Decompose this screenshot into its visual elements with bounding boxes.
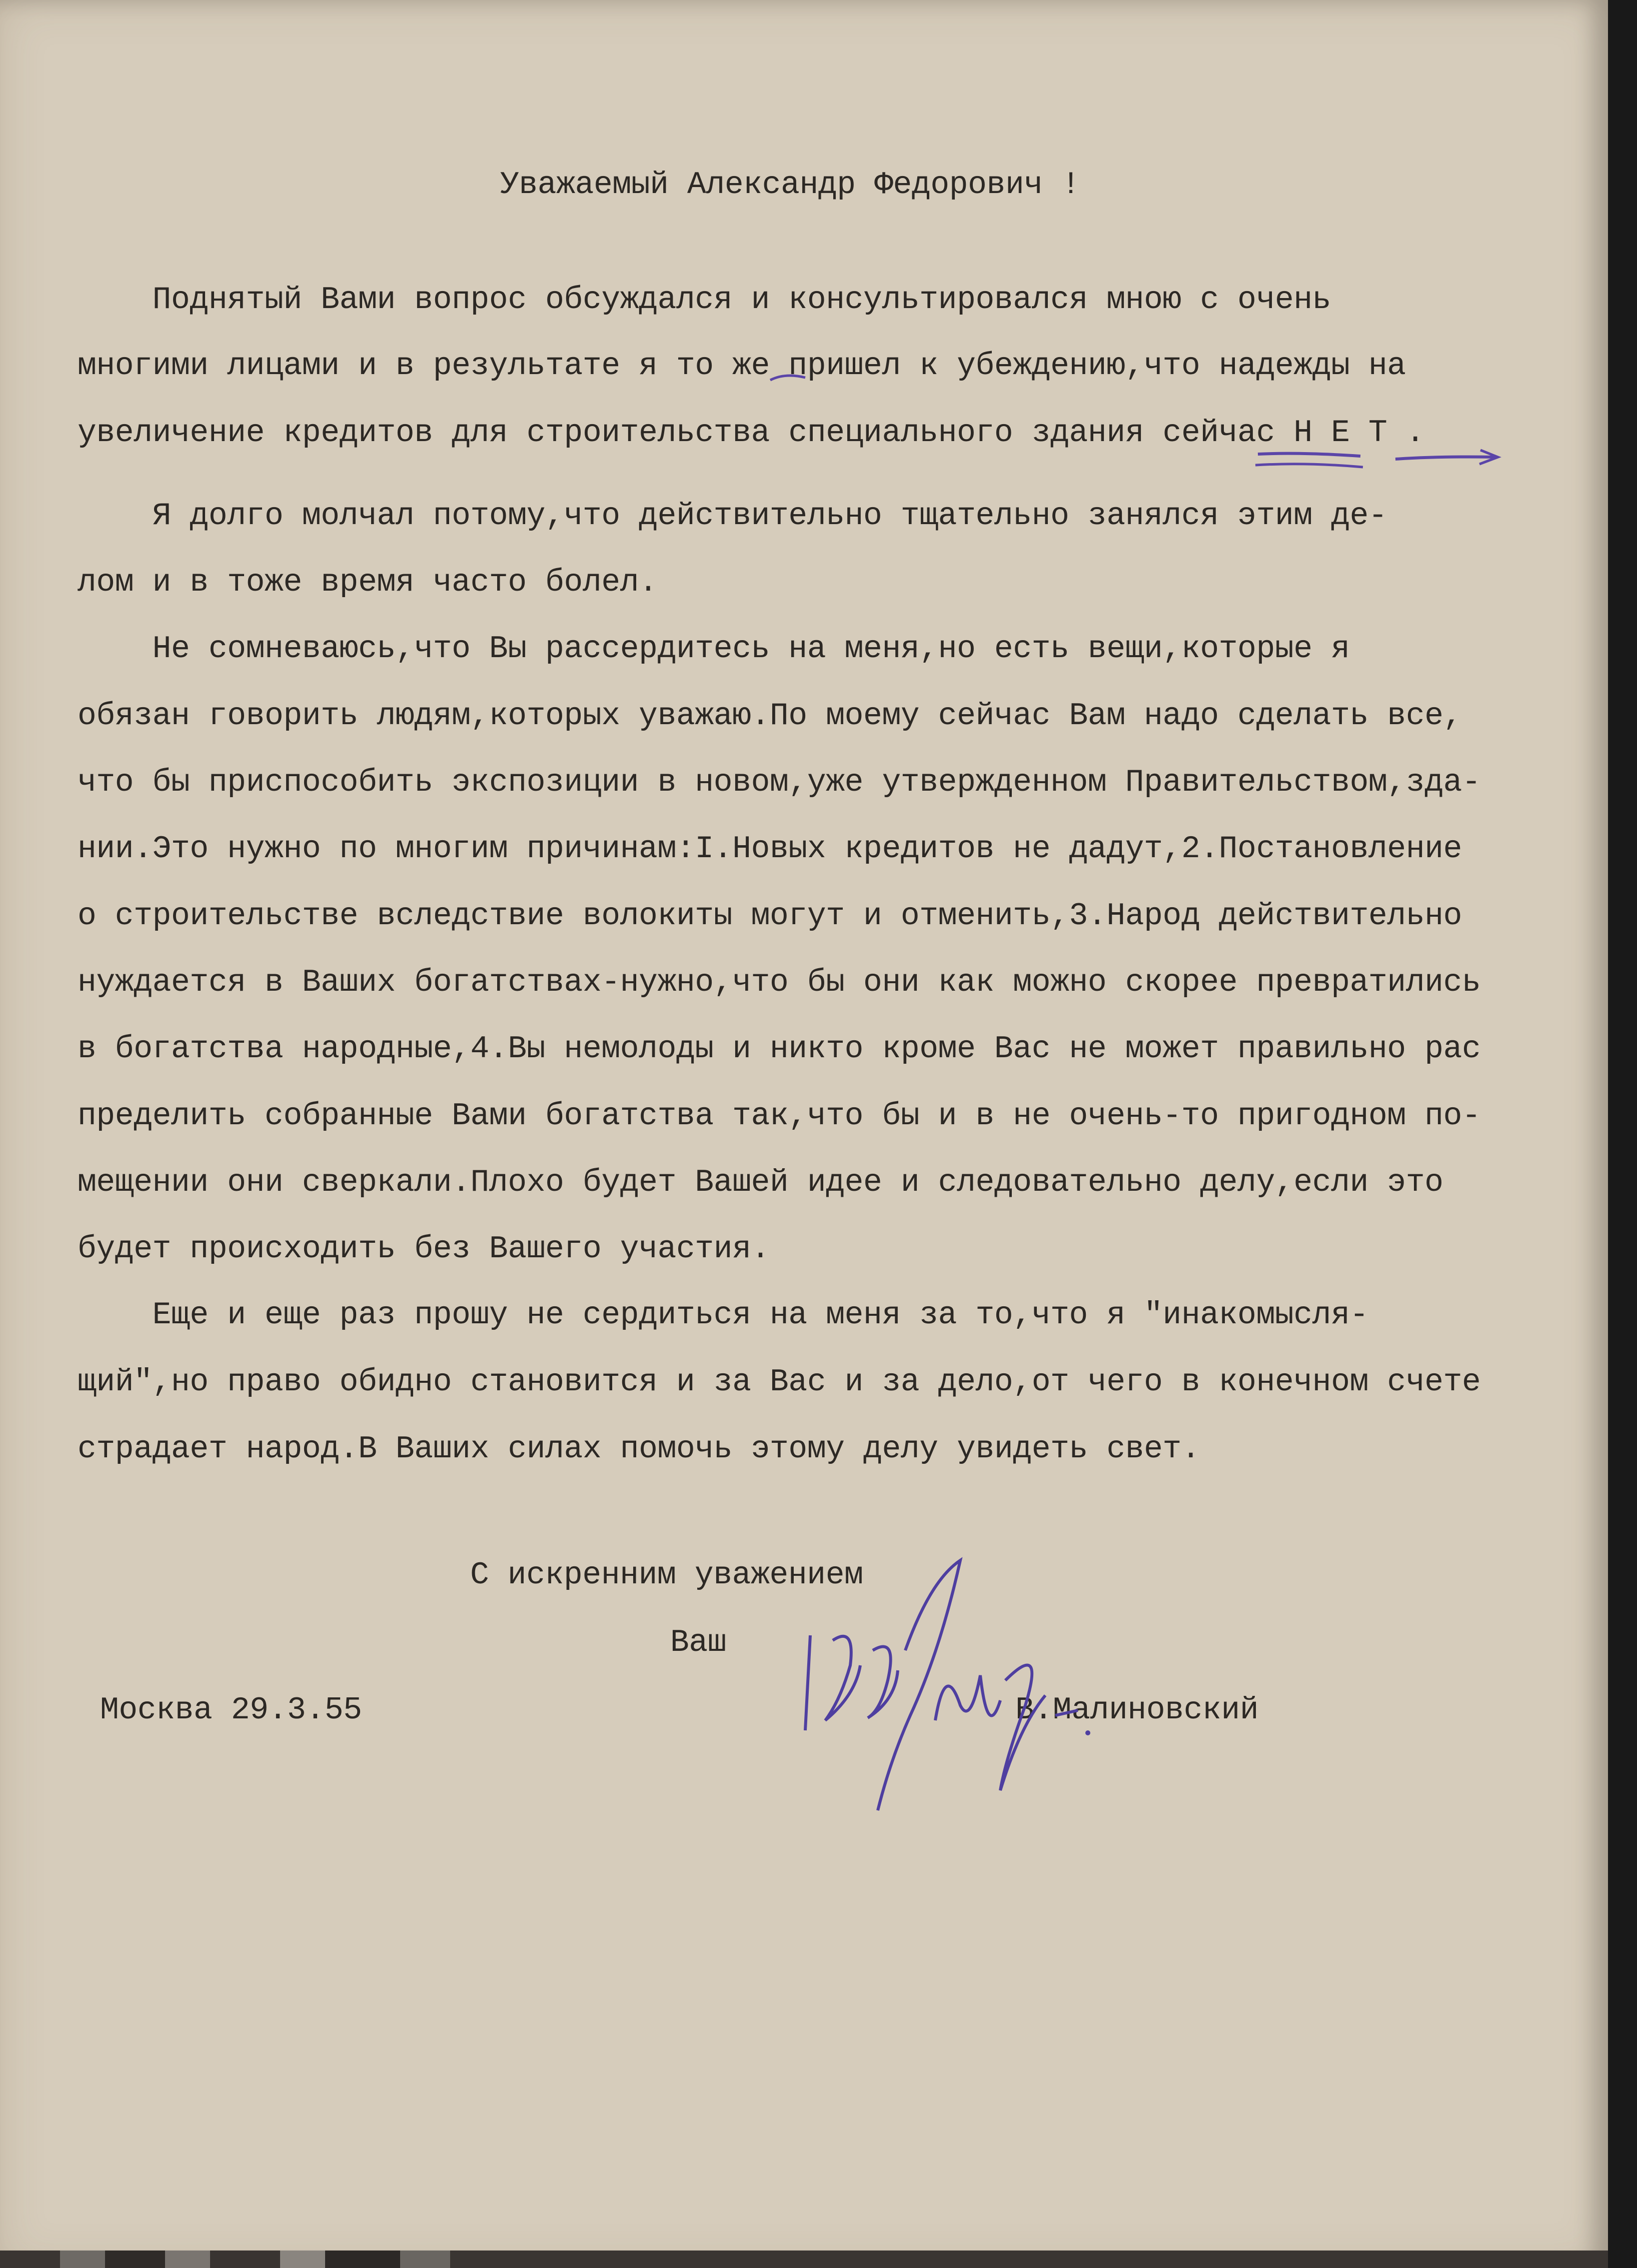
body-line: нуждается в Ваших богатствах-нужно,что бы они как можно скорее превратились	[78, 965, 1481, 1000]
closing-yours: Ваш	[670, 1625, 727, 1660]
author-name: В.Малиновский	[1015, 1692, 1259, 1728]
body-line: о строительстве вследствие волокиты могут и отменить,3.Народ действительно	[78, 898, 1462, 934]
body-line: Еще и еще раз прошу не сердиться на меня за то,что я "инакомысля-	[78, 1297, 1369, 1333]
body-line: будет происходить без Вашего участия.	[78, 1231, 770, 1267]
body-line: мещении они сверкали.Плохо будет Вашей идее и следовательно делу,если это	[78, 1165, 1443, 1200]
underline-net	[1395, 457, 1495, 460]
scan-color-bar	[0, 2250, 1608, 2268]
handwritten-signature	[785, 1550, 1135, 1860]
body-line: Я долго молчал потому,что действительно тщательно занялся этим де-	[78, 498, 1387, 534]
body-line: многими лицами и в результате я то же пришел к убеждению,что надежды на	[78, 348, 1406, 384]
underline-net-arrow	[1479, 450, 1498, 464]
body-line: щий",но право обидно становится и за Вас и за дело,от чего в конечном счете	[78, 1364, 1481, 1400]
body-line: Поднятый Вами вопрос обсуждался и консультировался мною с очень	[78, 282, 1331, 318]
body-line: страдает народ.В Ваших силах помочь этому делу увидеть свет.	[78, 1431, 1200, 1467]
scan-border-right	[1608, 0, 1637, 2268]
salutation: Уважаемый Александр Федорович !	[500, 167, 1080, 203]
body-line: пределить собранные Вами богатства так,что бы и в не очень-то пригодном по-	[78, 1098, 1481, 1134]
closing-line: С искренним уважением	[470, 1557, 863, 1593]
body-line: что бы приспособить экспозиции в новом,уже утвержденном Правительством,зда-	[78, 765, 1481, 800]
body-line: увеличение кредитов для строительства специального здания сейчас Н Е Т .	[78, 415, 1425, 451]
body-line: Не сомневаюсь,что Вы рассердитесь на меня,но есть вещи,которые я	[78, 631, 1350, 667]
underline-now	[1258, 454, 1360, 456]
body-line: в богатства народные,4.Вы немолоды и никто кроме Вас не может правильно рас	[78, 1031, 1481, 1067]
place-date: Москва 29.3.55	[100, 1692, 362, 1728]
underline-now-second	[1255, 464, 1363, 467]
body-line: обязан говорить людям,которых уважаю.По моему сейчас Вам надо сделать все,	[78, 698, 1462, 734]
body-line: лом и в тоже время часто болел.	[78, 565, 658, 600]
body-line: нии.Это нужно по многим причинам:I.Новых кредитов не дадут,2.Постановление	[78, 831, 1462, 867]
